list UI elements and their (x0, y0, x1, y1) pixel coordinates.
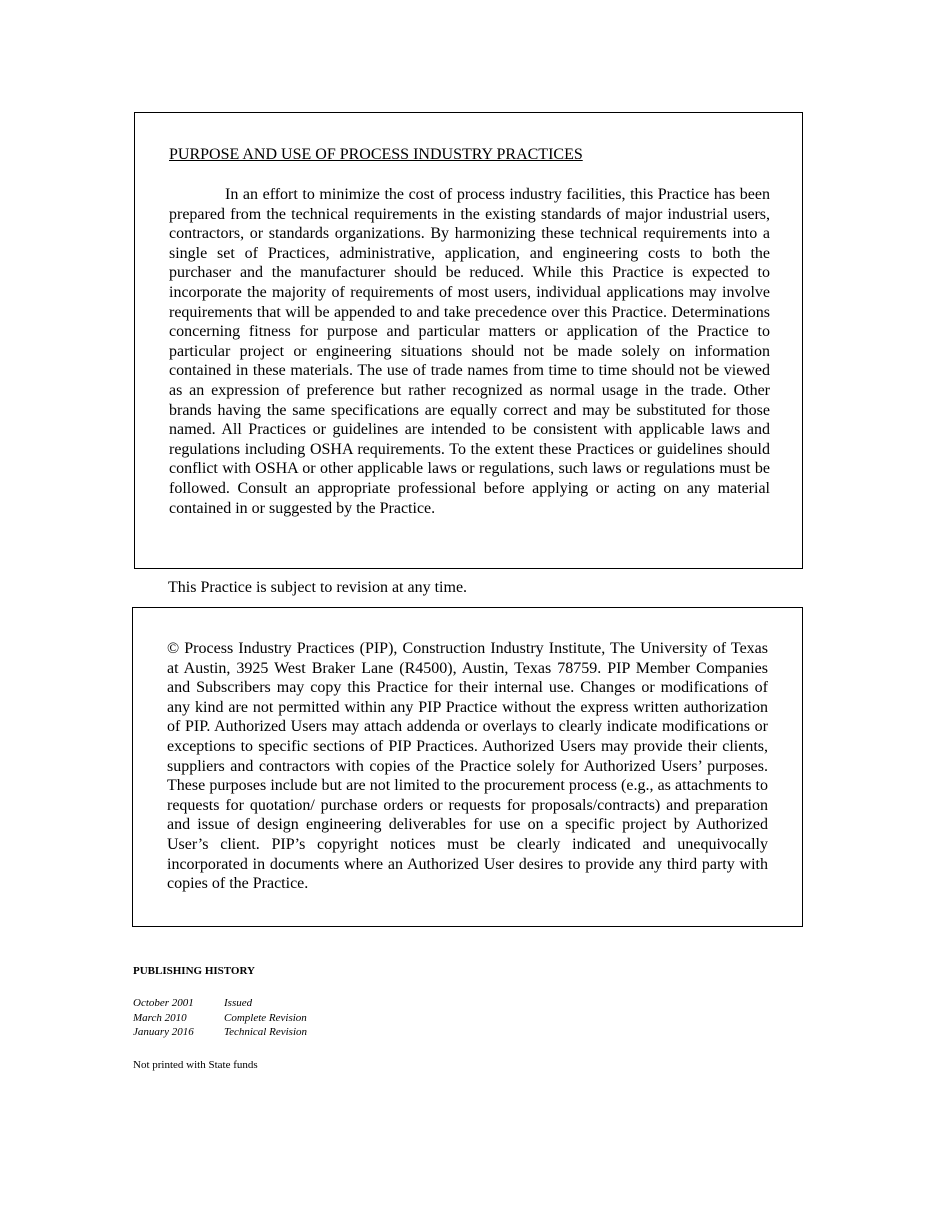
history-event: Complete Revision (224, 1011, 307, 1024)
purpose-box (134, 112, 803, 569)
history-date: January 2016 (133, 1026, 194, 1038)
history-row (133, 1025, 307, 1040)
funds-note: Not printed with State funds (133, 1059, 258, 1071)
history-event: Technical Revision (224, 1026, 307, 1038)
history-event: Issued (224, 997, 253, 1009)
purpose-paragraph: In an effort to minimize the cost of process industry facilities, this Practice has been prepared from the technical requirements in the existing standards of major industrial users, contractors, or standards organizations. By harmonizing these technical requirements into a single set of Practices, administrative, application, and engineering costs to both the purchaser and the manufacturer should be reduced. While this Practice is expected to incorporate the majority of requirements of most users, individual applications may involve requirements that will be appended to and take precedence over this Practice. Determinations concerning fitness for purpose and particular matters or application of the Practice to particular project or engineering situations should not be made solely on information contained in these materials. The use of trade names from time to time should not be viewed as an expression of preference but rather recognized as normal usage in the trade. Other brands having the same specifications are equally correct and may be substituted for those named. All Practices or guidelines are intended to be consistent with applicable laws and regulations including OSHA requirements. To the extent these Practices or guidelines should conflict with OSHA or other applicable laws or regulations, such laws or regulations must be followed. Consult an appropriate professional before applying or acting on any material contained in or suggested by the Practice. (169, 186, 770, 517)
history-date: March 2010 (133, 1011, 187, 1024)
publishing-history-title: PUBLISHING HISTORY (133, 965, 255, 977)
history-row (133, 996, 307, 1011)
history-row (133, 1011, 307, 1026)
publishing-history-table (133, 996, 307, 1040)
revision-note: This Practice is subject to revision at any time. (168, 579, 468, 596)
purpose-heading: PURPOSE AND USE OF PROCESS INDUSTRY PRACTICES (169, 146, 583, 163)
copyright-paragraph: © Process Industry Practices (PIP), Construction Industry Institute, The University of Texas at Austin, 3925 West Braker Lane (R4500), Austin, Texas 78759. PIP Member Companies and Subscribers may copy this Practice for their internal use. Changes or modifications of any kind are not permitted within any PIP Practice without the express written authorization of PIP. Authorized Users may attach addenda or overlays to clearly indicate modifications or exceptions to specific sections of PIP Practices. Authorized Users may provide their clients, suppliers and contractors with copies of the Practice solely for Authorized Users’ purposes. These purposes include but are not limited to the procurement process (e.g., as attachments to requests for quotation/ purchase orders or requests for proposals/contracts) and preparation and issue of design engineering deliverables for use on a specific project by Authorized User’s client. PIP’s copyright notices must be clearly indicated and unequivocally incorporated in documents where an Authorized User desires to provide any third party with copies of the Practice. (167, 640, 768, 893)
history-date: October 2001 (133, 997, 194, 1009)
copyright-box (132, 607, 803, 927)
